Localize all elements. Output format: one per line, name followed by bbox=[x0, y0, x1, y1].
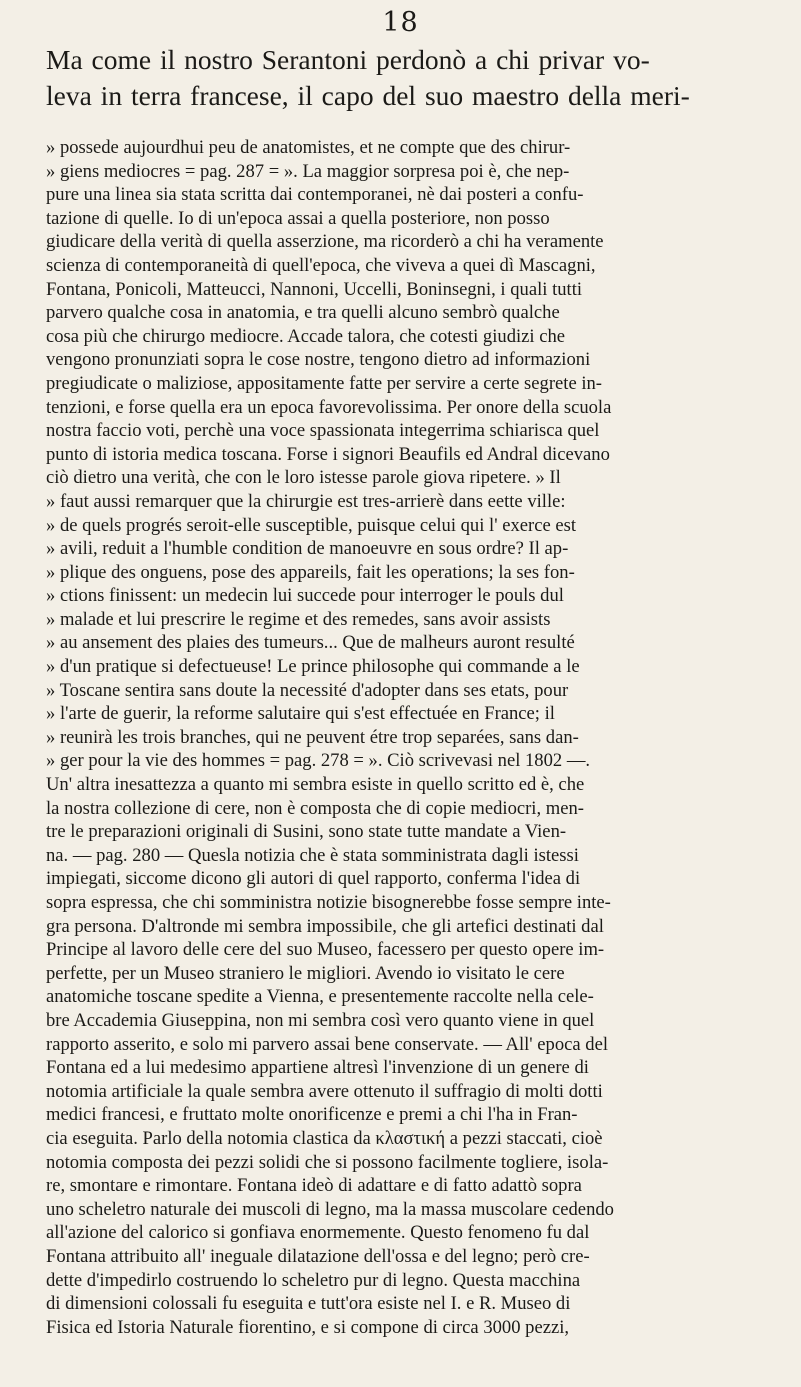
body-line: » ger pour la vie des hommes = pag. 278 = ». Ciò scrivevasi nel 1802 —. bbox=[46, 750, 591, 772]
body-line: vengono pronunziati sopra le cose nostre, tengono dietro ad informazioni bbox=[46, 349, 591, 371]
body-line: » d'un pratique si defectueuse! Le prince philosophe qui commande a le bbox=[46, 656, 580, 678]
body-line: sopra espressa, che chi somministra notizie bisognerebbe fosse sempre inte- bbox=[46, 892, 611, 913]
body-line: Principe al lavoro delle cere del suo Museo, facessero per questo opere im- bbox=[46, 939, 605, 961]
lead-line: leva in terra francese, il capo del suo maestro della meri- bbox=[46, 80, 690, 111]
body-line: la nostra collezione di cere, non è composta che di copie mediocri, men- bbox=[46, 797, 584, 819]
body-line: cosa più che chirurgo mediocre. Accade talora, che cotesti giudizi che bbox=[46, 325, 566, 347]
body-line: tenzioni, e forse quella era un epoca favorevolissima. Per onore della scuola bbox=[46, 396, 612, 418]
body-line: pure una linea sia stata scritta dai contemporanei, nè dai posteri a confu- bbox=[46, 184, 584, 206]
body-line: all'azione del calorico si gonfiava enormemente. Questo fenomeno fu dal bbox=[46, 1222, 590, 1244]
body-line: Fontana ed a lui medesimo appartiene altresì l'invenzione di un genere di bbox=[46, 1057, 589, 1079]
body-line: di dimensioni colossali fu eseguita e tutt'ora esiste nel I. e R. Museo di bbox=[46, 1293, 571, 1315]
body-line: » Toscane sentira sans doute la necessité d'adopter dans ses etats, pour bbox=[46, 679, 569, 701]
body-line: na. — pag. 280 — Quesla notizia che è stata somministrata dagli istessi bbox=[46, 844, 579, 866]
body-line: Un' altra inesattezza a quanto mi sembra esiste in quello scritto ed è, che bbox=[46, 774, 585, 796]
body-line: » malade et lui prescrire le regime et des remedes, sans avoir assists bbox=[46, 608, 551, 630]
body-line: cia eseguita. Parlo della notomia clastica da κλαστική a pezzi staccati, cioè bbox=[46, 1127, 603, 1149]
body-line: » de quels progrés seroit-elle susceptible, puisque celui qui l' exerce est bbox=[46, 514, 577, 536]
body-line: Fontana attribuito all' ineguale dilatazione dell'ossa e del legno; però cre- bbox=[46, 1245, 590, 1267]
body-line: giudicare della verità di quella asserzione, ma ricorderò a chi ha veramente bbox=[46, 231, 604, 253]
body-line: Fontana, Ponicoli, Matteucci, Nannoni, Uccelli, Boninsegni, i quali tutti bbox=[46, 278, 583, 300]
body-line: » au ansement des plaies des tumeurs... Que de malheurs auront resulté bbox=[46, 632, 575, 654]
body-line: re, smontare e rimontare. Fontana ideò di adattare e di fatto adattò sopra bbox=[46, 1175, 582, 1197]
body-line: gra persona. D'altronde mi sembra impossibile, che gli artefici destinati dal bbox=[46, 915, 604, 937]
body-line: tre le preparazioni originali di Susini, sono state tutte mandate a Vien- bbox=[46, 821, 567, 843]
body-line: tazione di quelle. Io di un'epoca assai a quella posteriore, non posso bbox=[46, 207, 550, 229]
body-line: » reunirà les trois branches, qui ne peuvent étre trop separées, sans dan- bbox=[46, 726, 579, 748]
body-line: » l'arte de guerir, la reforme salutaire qui s'est effectuée en France; il bbox=[46, 703, 555, 725]
body-line: rapporto asserito, e solo mi parvero assai bene conservate. — All' epoca del bbox=[46, 1033, 609, 1055]
body-line: medici francesi, e fruttato molte onorificenze e premi a chi l'ha in Fran- bbox=[46, 1104, 578, 1126]
body-line: parvero qualche cosa in anatomia, e tra quelli alcuno sembrò qualche bbox=[46, 302, 560, 324]
lead-paragraph bbox=[46, 42, 755, 114]
body-line: » ctions finissent: un medecin lui succede pour interroger le pouls dul bbox=[46, 585, 564, 607]
body-line: perfette, per un Museo straniero le migliori. Avendo io visitato le cere bbox=[46, 962, 565, 984]
body-line: » avili, reduit a l'humble condition de manoeuvre en sous ordre? Il ap- bbox=[46, 538, 569, 560]
body-line: » possede aujourdhui peu de anatomistes, et ne compte que des chirur- bbox=[46, 137, 571, 158]
body-line: nostra faccio voti, perchè una voce spassionata integerrima schiarisca quel bbox=[46, 420, 600, 442]
body-text bbox=[46, 136, 755, 1339]
body-line: pregiudicate o maliziose, appositamente fatte per servire a certe segrete in- bbox=[46, 372, 602, 394]
body-line: » plique des onguens, pose des appareils, fait les operations; la ses fon- bbox=[46, 561, 575, 583]
body-line: scienza di contemporaneità di quell'epoca, che viveva a quei dì Mascagni, bbox=[46, 254, 596, 276]
page-number: 18 bbox=[382, 7, 419, 38]
body-line: dette d'impedirlo costruendo lo scheletro pur di legno. Questa macchina bbox=[46, 1269, 581, 1291]
body-line: impiegati, siccome dicono gli autori di quel rapporto, conferma l'idea di bbox=[46, 868, 581, 890]
body-line: » faut aussi remarquer que la chirurgie est tres-arrierè dans eette ville: bbox=[46, 490, 566, 512]
body-line: » giens mediocres = pag. 287 = ». La maggior sorpresa poi è, che nep- bbox=[46, 160, 570, 182]
lead-line: Ma come il nostro Serantoni perdonò a chi privar vo- bbox=[46, 44, 650, 75]
body-line: notomia artificiale la quale sembra avere ottenuto il suffragio di molti dotti bbox=[46, 1080, 603, 1102]
body-line: notomia composta dei pezzi solidi che si possono facilmente togliere, isola- bbox=[46, 1151, 609, 1173]
body-line: ciò dietro una verità, che con le loro istesse parole giova ripetere. » Il bbox=[46, 467, 561, 489]
body-line: anatomiche toscane spedite a Vienna, e presentemente raccolte nella cele- bbox=[46, 986, 594, 1008]
body-line: punto di istoria medica toscana. Forse i signori Beaufils ed Andral dicevano bbox=[46, 443, 610, 465]
body-line: uno scheletro naturale dei muscoli di legno, ma la massa muscolare cedendo bbox=[46, 1198, 614, 1220]
body-line: Fisica ed Istoria Naturale fiorentino, e si compone di circa 3000 pezzi, bbox=[46, 1316, 570, 1338]
body-line: bre Accademia Giuseppina, non mi sembra così vero quanto viene in quel bbox=[46, 1009, 595, 1031]
